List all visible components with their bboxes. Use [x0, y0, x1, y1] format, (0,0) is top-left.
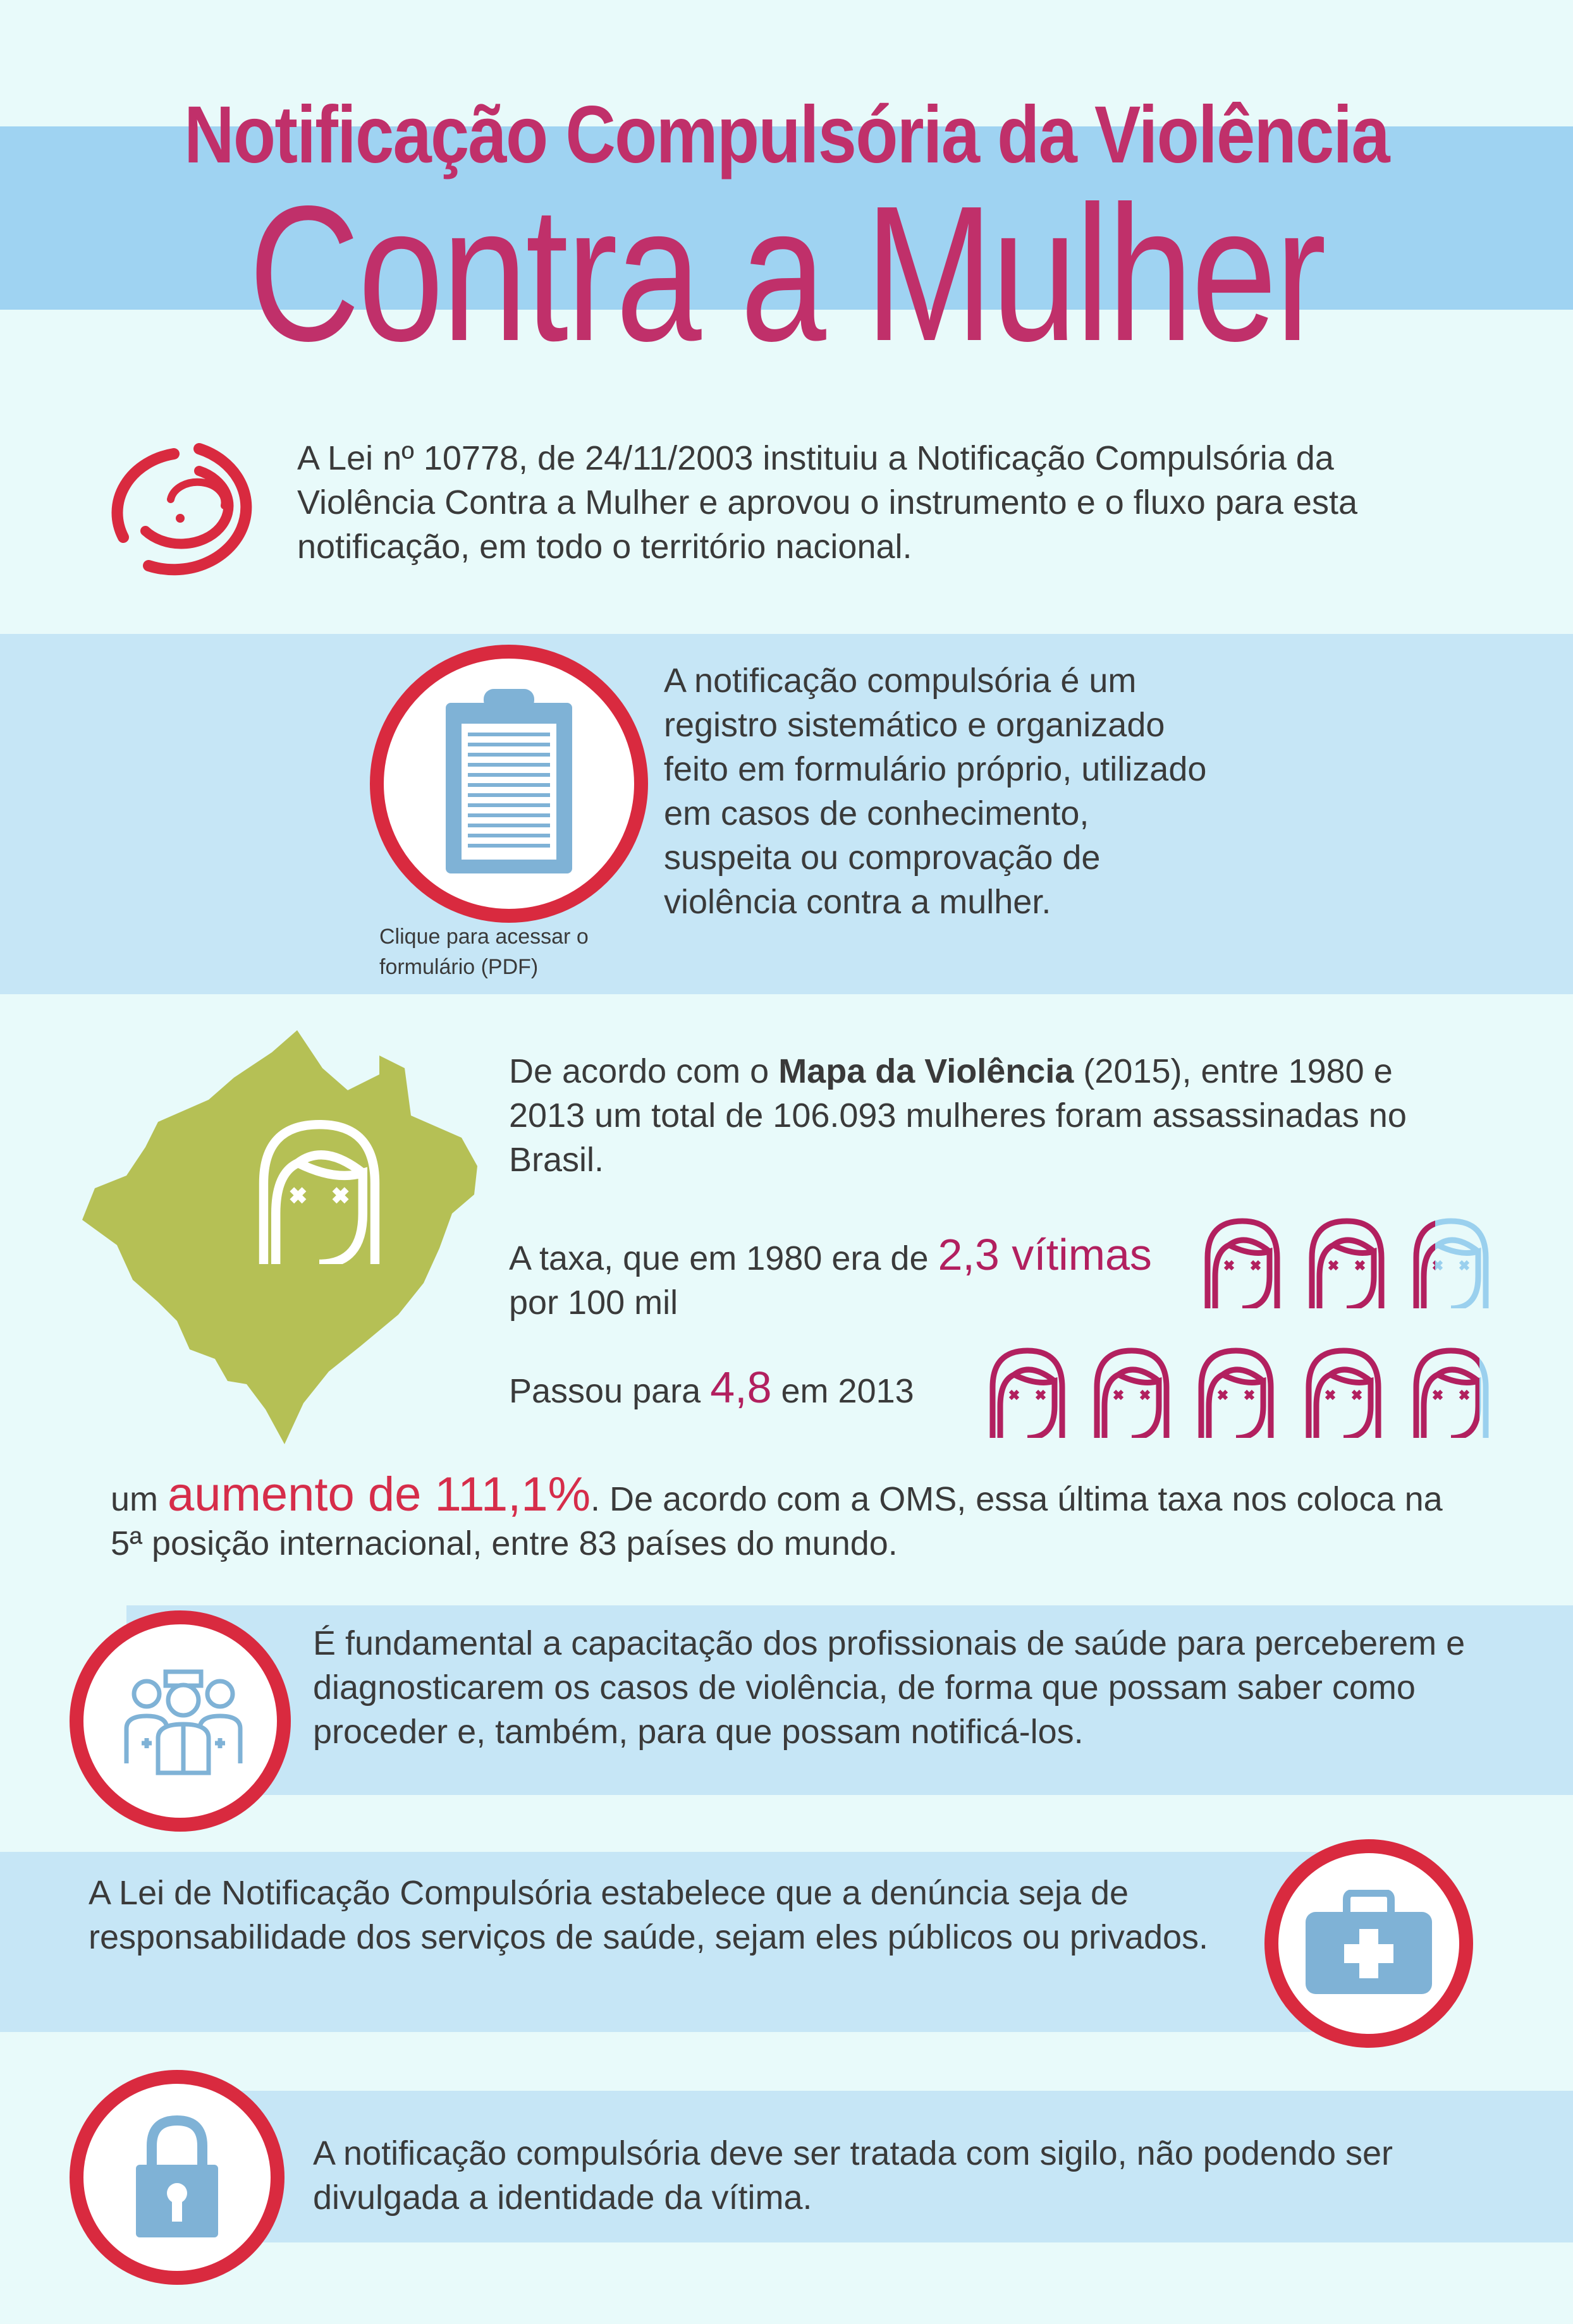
form-pdf-link[interactable]: Clique para acessar o formulário (PDF)	[379, 925, 589, 979]
victim-face-icon	[1404, 1214, 1498, 1308]
title-line-2: Contra a Mulher	[248, 166, 1325, 381]
padlock-icon	[133, 2114, 221, 2241]
rate-1980-value: 2,3 vítimas	[938, 1230, 1152, 1279]
victim-face-icon	[1195, 1214, 1290, 1308]
rate-2013-value: 4,8	[710, 1363, 772, 1412]
victim-face-icon	[1189, 1343, 1283, 1438]
mapa-da-violencia-label: Mapa da Violência	[778, 1052, 1074, 1090]
rate-1980: A taxa, que em 1980 era de 2,3 vítimas por 100 mil	[509, 1230, 1152, 1322]
victim-face-icon	[1084, 1343, 1179, 1438]
rate-2013: Passou para 4,8 em 2013	[509, 1363, 914, 1412]
form-text: A notificação compulsória é um registro sistemático e organizado feito em formulário próprio, utilizado em casos de conhecimento, suspeita ou comprovação de violência contra a mulher.	[664, 662, 1207, 921]
victim-face-large	[243, 1112, 395, 1264]
map-intro: De acordo com o Mapa da Violência (2015), entre 1980 e 2013 um total de 106.093 mulheres foram assassinadas no Brasil.	[509, 1052, 1407, 1179]
target-signal-icon	[104, 436, 275, 581]
increase-text: um aumento de 111,1%. De acordo com a OMS, essa última taxa nos coloca na 5ª posição internacional, entre 83 países do mundo.	[111, 1468, 1443, 1562]
title-line-1: Notificação Compulsória da Violência	[184, 90, 1389, 180]
increase-value: aumento de 111,1%	[168, 1468, 591, 1521]
law-text: A Lei nº 10778, de 24/11/2003 instituiu a Notificação Compulsória da Violência Contra a Mulher e aprovou o instrumento e o fluxo para esta notificação, em todo o território nacional.	[297, 439, 1357, 566]
victim-face-icon	[1299, 1214, 1394, 1308]
victim-face-icon	[1296, 1343, 1391, 1438]
medical-kit-icon	[1302, 1890, 1435, 1997]
confidentiality-text: A notificação compulsória deve ser tratada com sigilo, não podendo ser divulgada a identidade da vítima.	[313, 2134, 1393, 2217]
training-text: É fundamental a capacitação dos profissionais de saúde para perceberem e diagnosticarem os casos de violência, de forma que possam saber como proceder e, também, para que possam notificá-los.	[313, 1624, 1466, 1751]
responsibility-text: A Lei de Notificação Compulsória estabelece que a denúncia seja de responsabilidade dos serviços de saúde, sejam eles públicos ou privados.	[89, 1874, 1209, 1956]
clipboard-icon[interactable]	[439, 689, 578, 879]
victim-face-icon	[980, 1343, 1075, 1438]
victim-face-icon	[1404, 1343, 1498, 1438]
health-professionals-icon	[120, 1669, 247, 1776]
